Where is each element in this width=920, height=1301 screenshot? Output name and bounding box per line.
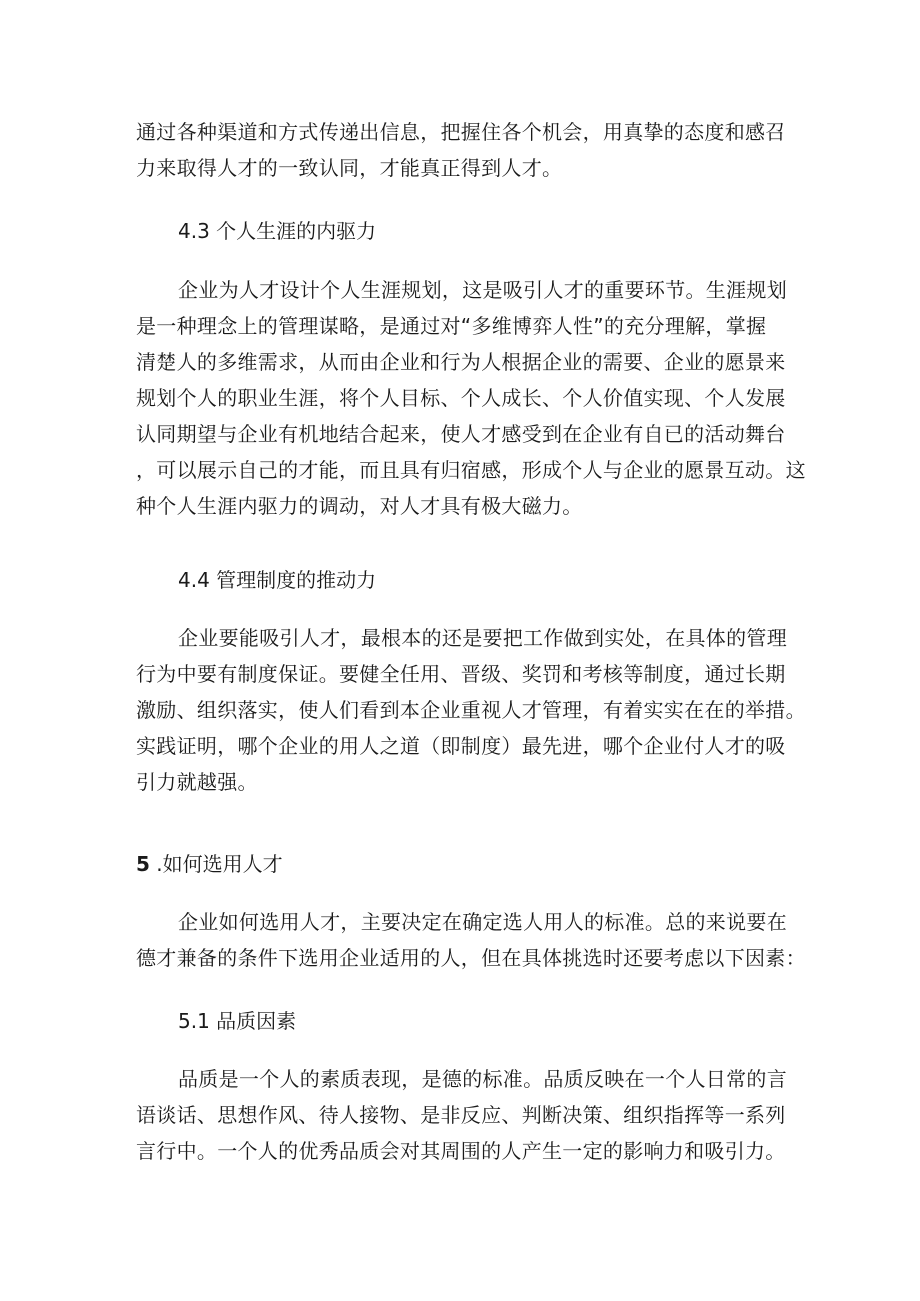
paragraph-line: 通过各种渠道和方式传递出信息，把握住各个机会，用真挚的态度和感召 — [136, 120, 786, 144]
paragraph-talent-communication — [136, 114, 796, 186]
section-heading-5 — [136, 846, 283, 882]
paragraph-line: 规划个人的职业生涯，将个人目标、个人成长、个人价值实现、个人发展 — [136, 386, 786, 410]
paragraph-selection-criteria — [136, 904, 806, 976]
paragraph-line: 清楚人的多维需求，从而由企业和行为人根据企业的需要、企业的愿景来 — [136, 350, 786, 374]
paragraph-line: 企业要能吸引人才，最根本的还是要把工作做到实处，在具体的管理 — [178, 626, 787, 650]
paragraph-quality-factor — [136, 1061, 796, 1169]
paragraph-career-drive — [136, 272, 806, 524]
paragraph-line: 种个人生涯内驱力的调动，对人才具有极大磁力。 — [136, 494, 583, 518]
section-title: .如何选用人才 — [149, 852, 283, 876]
paragraph-management-system — [136, 620, 806, 800]
paragraph-line: 语谈话、思想作风、待人接物、是非反应、判断决策、组织指挥等一系列 — [136, 1103, 786, 1127]
paragraph-line: 行为中要有制度保证。要健全任用、晋级、奖罚和考核等制度，通过长期 — [136, 662, 786, 686]
paragraph-line: 力来取得人才的一致认同，才能真正得到人才。 — [136, 156, 563, 180]
paragraph-line: 言行中。一个人的优秀品质会对其周围的人产生一定的影响力和吸引力。 — [136, 1139, 786, 1163]
section-number: 5 — [136, 852, 150, 876]
paragraph-line: 引力就越强。 — [136, 770, 258, 794]
paragraph-line: 是一种理念上的管理谋略，是通过对“多维博弈人性”的充分理解，掌握 — [136, 314, 767, 338]
paragraph-line: ，可以展示自己的才能，而且具有归宿感，形成个人与企业的愿景互动。这 — [136, 458, 806, 482]
section-heading-4-4: 4.4 管理制度的推动力 — [178, 568, 377, 592]
paragraph-line: 德才兼备的条件下选用企业适用的人，但在具体挑选时还要考虑以下因素： — [136, 946, 806, 970]
section-heading-5-1: 5.1 品质因素 — [178, 1009, 297, 1033]
section-heading-4-3: 4.3 个人生涯的内驱力 — [178, 219, 377, 243]
paragraph-line: 认同期望与企业有机地结合起来，使人才感受到在企业有自已的活动舞台 — [136, 422, 786, 446]
paragraph-line: 实践证明，哪个企业的用人之道（即制度）最先进，哪个企业付人才的吸 — [136, 734, 786, 758]
paragraph-line: 企业如何选用人才，主要决定在确定选人用人的标准。总的来说要在 — [178, 910, 787, 934]
paragraph-line: 激励、组织落实，使人们看到本企业重视人才管理，有着实实在在的举措。 — [136, 698, 806, 722]
paragraph-line: 品质是一个人的素质表现，是德的标准。品质反映在一个人日常的言 — [178, 1067, 787, 1091]
paragraph-line: 企业为人才设计个人生涯规划，这是吸引人才的重要环节。生涯规划 — [178, 278, 787, 302]
